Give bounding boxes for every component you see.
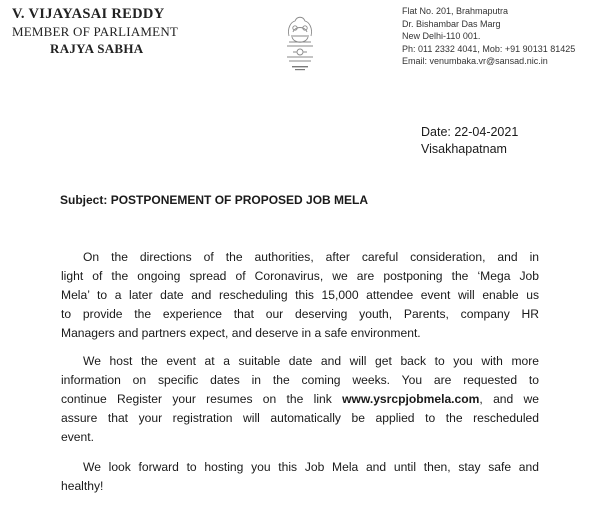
text-line: continue Register your resumes on the link www.ysrcpjobmela.com, and we (61, 392, 539, 407)
sender-name: V. VIJAYASAI REDDY (12, 6, 165, 22)
text-line: to provide the experience that our deserving youth, Parents, company HR (61, 307, 539, 322)
address-line: Flat No. 201, Brahmaputra (402, 6, 509, 16)
address-block (402, 5, 575, 68)
letter-place: Visakhapatnam (421, 142, 507, 156)
text-line: assure that your registration will automatically be applied to the rescheduled (61, 411, 539, 426)
email-line: Email: venumbaka.vr@sansad.nic.in (402, 56, 548, 67)
text-line: We look forward to hosting you this Job Mela and until then, stay safe and (83, 460, 539, 474)
text-line: event. (61, 430, 94, 445)
paragraph-1 (61, 248, 539, 343)
address-line: New Delhi-110 001. (402, 31, 481, 42)
letter-date: Date: 22-04-2021 (421, 125, 519, 139)
national-emblem-icon (275, 6, 325, 86)
text-line: We host the event at a suitable date and will get back to you with more (83, 354, 539, 368)
text-line: healthy! (61, 479, 104, 494)
address-line: Dr. Bishambar Das Marg (402, 18, 501, 29)
text-line: light of the ongoing spread of Coronavirus, we are postponing the ‘Mega Job (61, 269, 539, 284)
job-mela-link[interactable]: www.ysrcpjobmela.com (342, 392, 480, 407)
paragraph-3 (61, 458, 539, 496)
date-block (421, 124, 518, 158)
text-line: Mela’ to a later date and rescheduling this 15,000 attendee event will enable us (61, 288, 539, 303)
sender-title: MEMBER OF PARLIAMENT (12, 24, 179, 39)
subject-label: Subject: (60, 193, 108, 207)
text-line: On the directions of the authorities, after careful consideration, and in (83, 250, 539, 264)
sender-house: RAJYA SABHA (50, 41, 144, 56)
subject-line (60, 193, 368, 207)
text-line: Managers and partners expect, and deserve in a safe environment. (61, 326, 421, 341)
sender-block (12, 6, 178, 57)
subject-text: POSTPONEMENT OF PROPOSED JOB MELA (110, 193, 369, 207)
text-line: information on specific dates in the coming weeks. You are requested to (61, 373, 539, 388)
paragraph-2 (61, 352, 539, 447)
phone-line: Ph: 011 2332 4041, Mob: +91 90131 81425 (402, 43, 576, 54)
